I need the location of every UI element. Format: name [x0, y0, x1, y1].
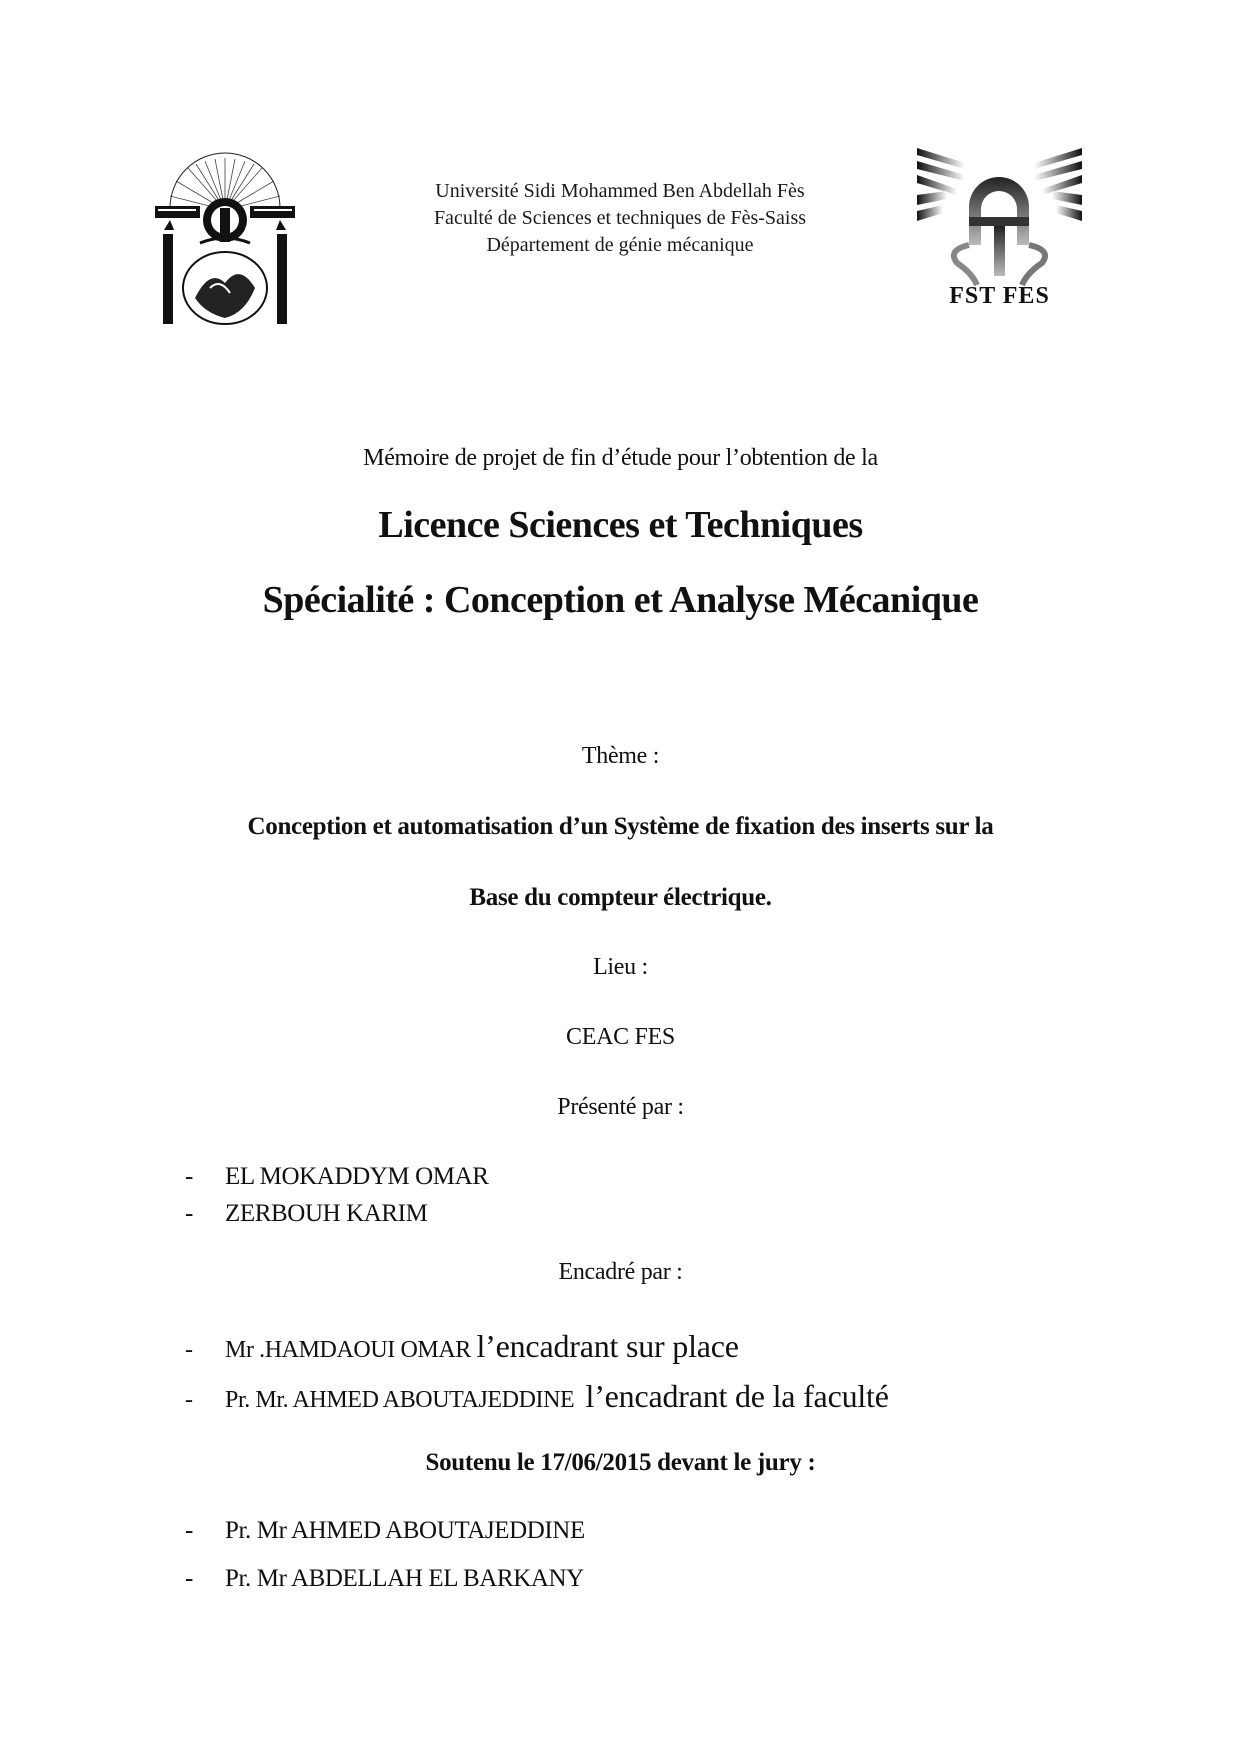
jury-member-name: Pr. Mr ABDELLAH EL BARKANY	[225, 1565, 584, 1592]
faculty-name: Faculté de Sciences et techniques de Fès-Saiss	[433, 207, 807, 229]
memoire-intro: Mémoire de projet de fin d’étude pour l’obtention de la	[363, 445, 878, 471]
list-dash: -	[185, 1200, 193, 1227]
presented-by-label: Présenté par :	[557, 1094, 684, 1120]
jury-item	[185, 1565, 584, 1593]
department-name: Département de génie mécanique	[486, 234, 754, 256]
university-emblem-logo	[150, 148, 300, 328]
list-dash: -	[185, 1387, 193, 1413]
supervisor-name: Pr. Mr. AHMED ABOUTAJEDDINE	[225, 1387, 575, 1413]
theme-line-2: Base du compteur électrique.	[469, 884, 772, 911]
location-label: Lieu :	[593, 954, 648, 980]
supervisor-item	[185, 1328, 739, 1365]
emblem-icon	[150, 148, 300, 328]
fst-fes-caption: FST FES	[949, 283, 1050, 309]
supervisor-role: l’encadrant sur place	[476, 1328, 739, 1364]
speciality-title: Spécialité : Conception et Analyse Mécanique	[262, 579, 979, 621]
supervised-by-label: Encadré par :	[558, 1259, 683, 1285]
student-name: ZERBOUH KARIM	[225, 1200, 428, 1227]
supervisor-name: Mr .HAMDAOUI OMAR	[225, 1337, 471, 1363]
jury-member-name: Pr. Mr AHMED ABOUTAJEDDINE	[225, 1517, 585, 1544]
list-dash: -	[185, 1337, 193, 1363]
theme-label: Thème :	[581, 743, 660, 769]
list-dash: -	[185, 1163, 193, 1190]
defense-label: Soutenu le 17/06/2015 devant le jury :	[425, 1449, 816, 1476]
list-dash: -	[185, 1517, 193, 1544]
student-item	[185, 1200, 427, 1228]
theme-line-1: Conception et automatisation d’un Système de fixation des inserts sur la	[247, 813, 994, 840]
supervisor-role: l’encadrant de la faculté	[585, 1378, 889, 1414]
student-item	[185, 1163, 489, 1191]
list-dash: -	[185, 1565, 193, 1592]
location-value: CEAC FES	[566, 1024, 675, 1050]
jury-item	[185, 1517, 585, 1545]
fst-fes-logo	[917, 145, 1082, 315]
degree-title: Licence Sciences et Techniques	[378, 504, 863, 546]
student-name: EL MOKADDYM OMAR	[225, 1163, 489, 1190]
supervisor-item	[185, 1378, 889, 1415]
institution-header	[330, 178, 910, 259]
university-name: Université Sidi Mohammed Ben Abdellah Fès	[435, 180, 805, 202]
